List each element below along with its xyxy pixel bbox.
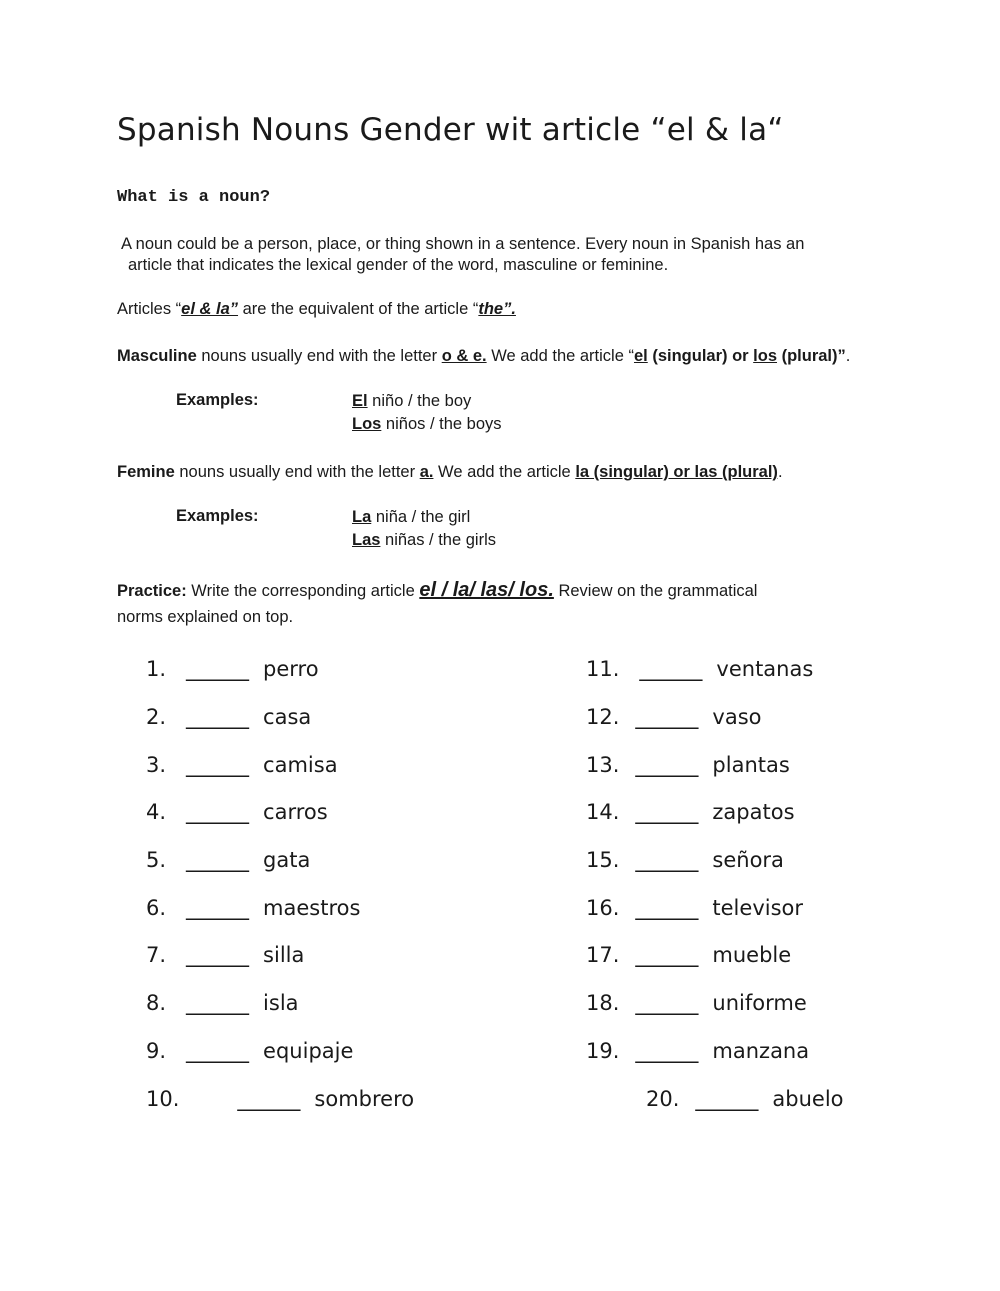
exercise-item [146, 753, 338, 777]
item-word: isla [263, 991, 299, 1015]
item-number: 14. [586, 800, 620, 824]
example-article: Las [352, 531, 381, 549]
exercise-item [586, 991, 807, 1015]
answer-blank[interactable]: ______ [186, 943, 250, 967]
item-number: 15. [586, 848, 620, 872]
answer-blank[interactable]: ______ [635, 896, 699, 920]
item-number: 19. [586, 1039, 620, 1063]
item-number: 11. [586, 657, 620, 681]
answer-blank[interactable]: ______ [186, 800, 250, 824]
practice-articles: el / la/ las/ los. [419, 579, 554, 601]
example-text: niño / the boy [367, 392, 472, 410]
answer-blank[interactable]: ______ [635, 800, 699, 824]
item-word: perro [263, 657, 319, 681]
item-number: 17. [586, 943, 620, 967]
item-number: 1. [146, 657, 167, 681]
feminine-rule [117, 462, 783, 483]
masculine-rule [117, 346, 850, 367]
page-title: Spanish Nouns Gender wit article “el & la“ [117, 112, 784, 148]
item-word: maestros [263, 896, 361, 920]
exercise-item [646, 1087, 844, 1111]
exercise-item [146, 657, 319, 681]
exercise-item [586, 800, 795, 824]
masculine-singular: (singular) or [647, 347, 754, 365]
answer-blank[interactable]: ______ [186, 1039, 250, 1063]
intro-line-2: article that indicates the lexical gender of the word, masculine or feminine. [128, 256, 669, 274]
practice-text-1: Write the corresponding article [186, 582, 420, 600]
articles-mid: are the equivalent of the article “ [238, 300, 479, 318]
feminine-end: . [777, 463, 783, 481]
exercise-item [146, 896, 360, 920]
answer-blank[interactable]: ______ [635, 753, 699, 777]
masc-examples-label: Examples: [176, 391, 259, 409]
feminine-articles: la (singular) or las (plural) [575, 463, 778, 481]
exercise-item [586, 943, 791, 967]
item-word: zapatos [712, 800, 795, 824]
item-word: uniforme [712, 991, 807, 1015]
articles-the: the”. [478, 300, 516, 318]
practice-line-2: norms explained on top. [117, 608, 294, 626]
item-word: sombrero [314, 1087, 415, 1111]
item-number: 12. [586, 705, 620, 729]
answer-blank[interactable]: ______ [237, 1087, 301, 1111]
masculine-plural: (plural)” [777, 347, 846, 365]
item-word: abuelo [772, 1087, 844, 1111]
answer-blank[interactable]: ______ [186, 896, 250, 920]
articles-sentence [117, 299, 516, 320]
exercise-item [146, 705, 311, 729]
item-number: 18. [586, 991, 620, 1015]
answer-blank[interactable]: ______ [186, 657, 250, 681]
example-text: niña / the girl [371, 508, 471, 526]
masculine-end: . [845, 347, 851, 365]
item-word: señora [712, 848, 784, 872]
answer-blank[interactable]: ______ [695, 1087, 759, 1111]
item-word: televisor [712, 896, 803, 920]
exercise-item [146, 800, 328, 824]
answer-blank[interactable]: ______ [635, 991, 699, 1015]
item-number: 13. [586, 753, 620, 777]
masculine-label: Masculine [117, 347, 197, 365]
item-number: 7. [146, 943, 167, 967]
answer-blank[interactable]: ______ [186, 705, 250, 729]
item-word: casa [263, 705, 312, 729]
example-article: La [352, 508, 372, 526]
exercise-item [146, 943, 304, 967]
masculine-text-2: We add the article “ [486, 347, 634, 365]
articles-el-la: el & la” [181, 300, 239, 318]
practice-text-2: Review on the grammatical [553, 582, 758, 600]
masculine-text-1: nouns usually end with the letter [196, 347, 442, 365]
item-number: 6. [146, 896, 167, 920]
item-word: carros [263, 800, 328, 824]
item-number: 9. [146, 1039, 167, 1063]
answer-blank[interactable]: ______ [186, 753, 250, 777]
feminine-letter: a. [419, 463, 434, 481]
item-word: camisa [263, 753, 338, 777]
item-number: 16. [586, 896, 620, 920]
item-word: mueble [712, 943, 792, 967]
section-heading: What is a noun? [117, 188, 271, 207]
item-word: plantas [712, 753, 790, 777]
exercise-item [146, 991, 299, 1015]
practice-label: Practice: [117, 582, 187, 600]
intro-line-1: A noun could be a person, place, or thing shown in a sentence. Every noun in Spanish has an [121, 235, 805, 253]
feminine-text-2: We add the article [433, 463, 576, 481]
masc-example-2 [352, 414, 502, 435]
answer-blank[interactable]: ______ [635, 1039, 699, 1063]
exercise-item [586, 657, 813, 681]
exercise-item [586, 1039, 809, 1063]
example-text: niños / the boys [381, 415, 502, 433]
answer-blank[interactable]: ______ [186, 848, 250, 872]
example-text: niñas / the girls [380, 531, 496, 549]
example-article: El [352, 392, 368, 410]
item-word: equipaje [263, 1039, 354, 1063]
item-number: 5. [146, 848, 167, 872]
item-number: 10. [146, 1087, 180, 1111]
item-number: 2. [146, 705, 167, 729]
masculine-letters: o & e. [441, 347, 487, 365]
exercise-item [586, 753, 790, 777]
item-number: 20. [646, 1087, 680, 1111]
exercise-item [146, 1087, 414, 1111]
masculine-article-los: los [753, 347, 778, 365]
answer-blank[interactable]: ______ [635, 943, 699, 967]
item-word: vaso [712, 705, 762, 729]
item-word: ventanas [716, 657, 814, 681]
item-number: 8. [146, 991, 167, 1015]
feminine-text-1: nouns usually end with the letter [174, 463, 420, 481]
item-word: manzana [712, 1039, 810, 1063]
item-word: silla [263, 943, 305, 967]
fem-example-1 [352, 507, 470, 528]
answer-blank[interactable]: ______ [635, 705, 699, 729]
exercise-item [586, 705, 762, 729]
masculine-article-el: el [633, 347, 648, 365]
fem-example-2 [352, 530, 496, 551]
masc-example-1 [352, 391, 471, 412]
item-word: gata [263, 848, 311, 872]
example-article: Los [352, 415, 382, 433]
answer-blank[interactable]: ______ [639, 657, 703, 681]
exercise-item [586, 848, 784, 872]
practice-instructions [117, 580, 757, 602]
articles-pre: Articles “ [117, 300, 182, 318]
fem-examples-label: Examples: [176, 507, 259, 525]
answer-blank[interactable]: ______ [186, 991, 250, 1015]
exercise-item [146, 848, 310, 872]
item-number: 3. [146, 753, 167, 777]
exercise-item [586, 896, 803, 920]
feminine-label: Femine [117, 463, 175, 481]
answer-blank[interactable]: ______ [635, 848, 699, 872]
exercise-item [146, 1039, 353, 1063]
item-number: 4. [146, 800, 167, 824]
